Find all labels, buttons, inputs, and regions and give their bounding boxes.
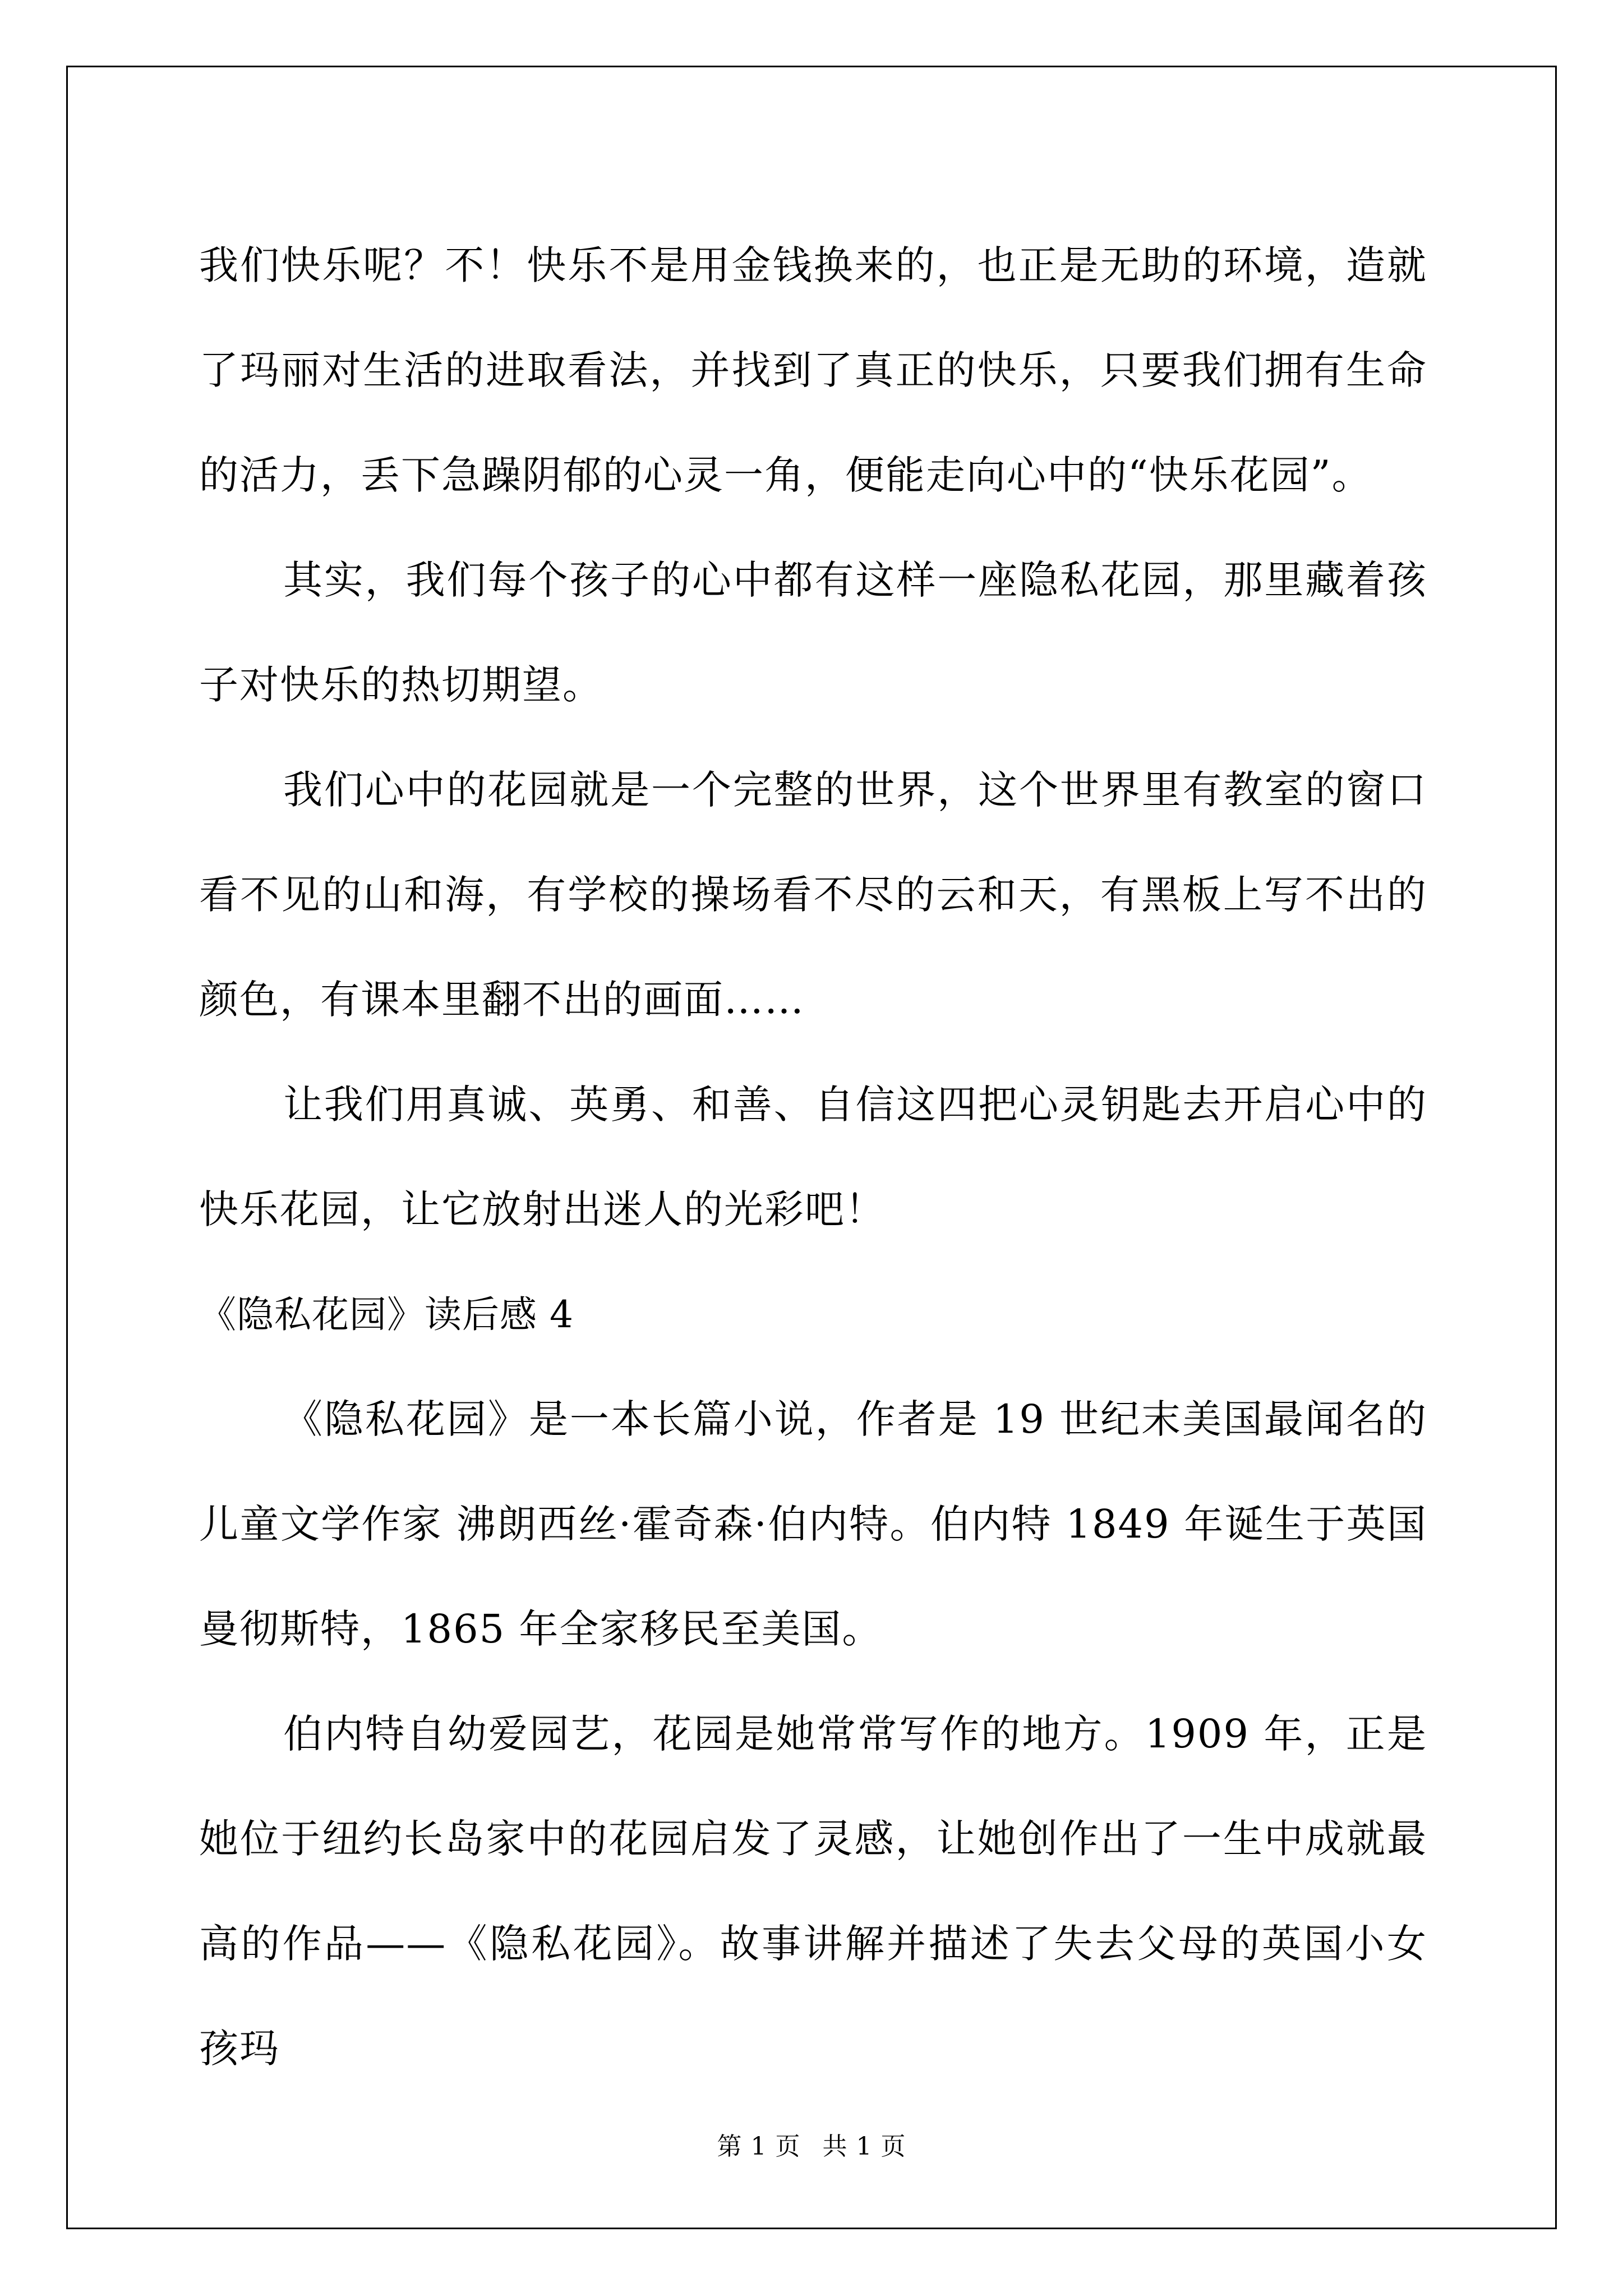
paragraph: 《隐私花园》是一本长篇小说，作者是 19 世纪末美国最闻名的儿童文学作家 沸朗西丝·霍奇森·伯内特。伯内特 1849 年诞生于英国曼彻斯特，1865 年全家移民至美国。 xyxy=(199,1396,1427,1652)
paragraph: 伯内特自幼爱园艺，花园是她常常写作的地方。1909 年，正是她位于纽约长岛家中的花园启发了灵感，让她创作出了一生中成就最高的作品——《隐私花园》。故事讲解并描述了失去父母的英国小女孩玛 xyxy=(199,1711,1427,2072)
paragraph: 我们心中的花园就是一个完整的世界，这个世界里有教室的窗口看不见的山和海，有学校的操场看不尽的云和天，有黑板上写不出的颜色，有课本里翻不出的画面…… xyxy=(199,767,1427,1023)
page-footer xyxy=(0,2126,1623,2162)
section-heading: 《隐私花园》读后感 4 xyxy=(199,1293,574,1336)
page-total: 共 1 页 xyxy=(822,2132,906,2161)
page-number: 第 1 页 xyxy=(717,2132,801,2161)
document-body xyxy=(199,213,1427,2101)
paragraph: 我们快乐呢？不！快乐不是用金钱换来的，也正是无助的环境，造就了玛丽对生活的进取看法，并找到了真正的快乐，只要我们拥有生命的活力，丢下急躁阴郁的心灵一角，便能走向心中的“快乐花园”。 xyxy=(199,242,1427,498)
paragraph: 让我们用真诚、英勇、和善、自信这四把心灵钥匙去开启心中的快乐花园，让它放射出迷人的光彩吧！ xyxy=(199,1082,1427,1232)
paragraph: 其实，我们每个孩子的心中都有这样一座隐私花园，那里藏着孩子对快乐的热切期望。 xyxy=(199,557,1427,708)
